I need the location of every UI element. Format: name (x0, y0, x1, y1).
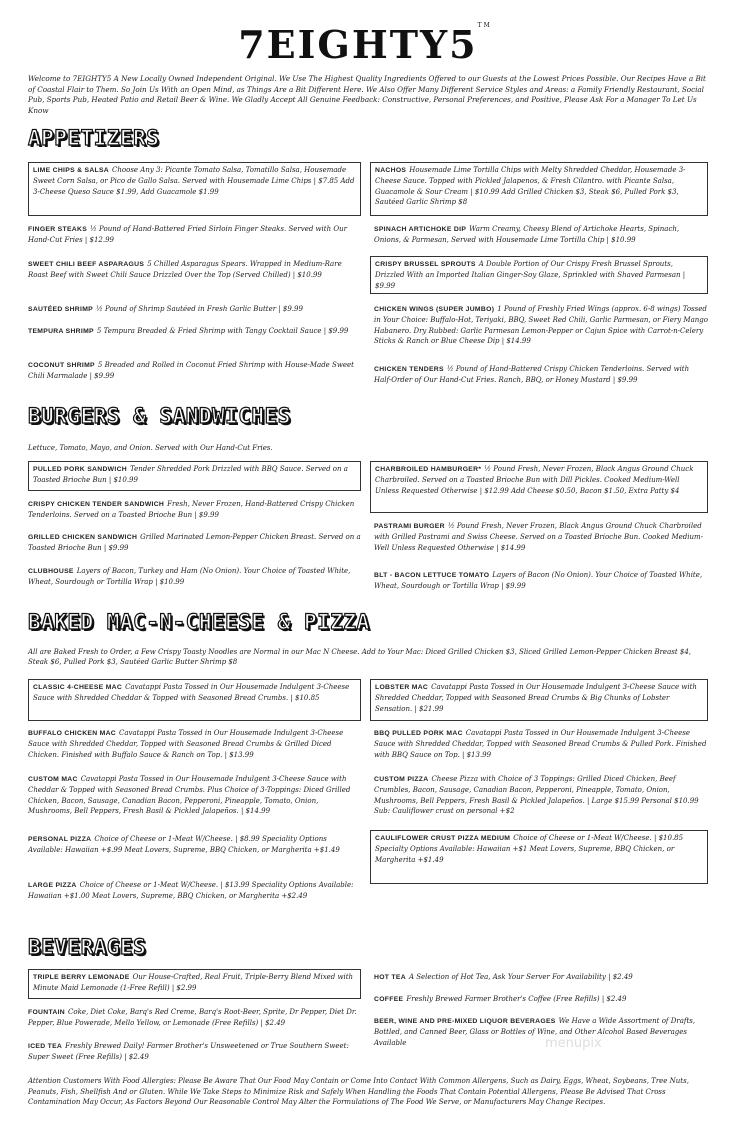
menu-item: COFFEE Freshly Brewed Farmer Brother's Coffee (Free Refills) | $2.49 (374, 995, 627, 1003)
menu-item: BBQ PULLED PORK MAC Cavatappi Pasta Tossed in Our Housemade Indulgent 3-Cheese Sauce with Shredded Cheddar, Topped with Seasoned Bread Crumbs & Pulled Pork. Finished with BBQ Sauce on Top. | $13.99 (374, 729, 707, 759)
restaurant-title: 7EIGHTY5™ (238, 22, 492, 67)
burgers-heading: BURGERS & SANDWICHES (28, 404, 291, 428)
menu-item: LOBSTER MAC Cavatappi Pasta Tossed in Our Housemade Indulgent 3-Cheese Sauce with Shredded Cheddar, Topped with Seasoned Bread Crumbs & Big Chunks of Lobster Sensation. | $21.99 (370, 679, 708, 721)
menu-item: SWEET CHILI BEEF ASPARAGUS 5 Chilled Asparagus Spears. Wrapped in Medium-Rare Roast Beef with Sweet Chili Sauce Drizzled Over the Top (Served Chilled) | $10.99 (28, 260, 342, 280)
menu-item: CUSTOM PIZZA Cheese Pizza with Choice of 3 Toppings: Grilled Diced Chicken, Beef Crumbles, Bacon, Sausage, Canadian Bacon, Pepperoni, Pineapple, Tomato, Onion, Mushrooms, Bell Peppers, Fresh Basil & Pickled Jalapeños. | Large $15.99 Personal $10.99 Sub: Cauliflower crust on personal +$2 (374, 775, 699, 815)
beverages-heading: BEVERAGES (28, 935, 147, 959)
menu-item: FINGER STEAKS ½ Pound of Hand-Battered Fried Sirloin Finger Steaks. Served with Our Hand-Cut Fries | $12.99 (28, 225, 347, 245)
mac-note: All are Baked Fresh to Order, a Few Crispy Toasty Noodles are Normal in our Mac N Cheese. Add to Your Mac: Diced Grilled Chicken $3, Sliced Grilled Lemon-Pepper Chicken Breast $4, Steak $6, Pulled Pork $3, Sautéed Garlic Butter Shrimp $8 (28, 648, 692, 666)
menu-item: CHICKEN WINGS (SUPER JUMBO) 1 Pound of Freshly Fried Wings (approx. 6-8 wings) Tossed in Your Choice: Buffalo-Hot, Teriyaki, BBQ, Sweet Red Chili, Garlic Parmesan, or Fiery Mango Habanero. Dry Rubbed: Garlic Parmesan Lemon-Pepper or Cajun Spice with Carrot-n-Celery Sticks & Ranch or Blue Cheese Dip | $14.99 (374, 305, 708, 345)
menu-item: FOUNTAIN Coke, Diet Coke, Barq's Red Creme, Barq's Root-Beer, Sprite, Dr Pepper, Diet Dr. Pepper, Blue Powerade, Mello Yellow, or Lemonade (Free Refills) | $2.49 (28, 1008, 357, 1028)
menu-item: LARGE PIZZA Choice of Cheese or 1-Meat W/Cheese. | $13.99 Speciality Options Available: Hawaiian +$1.00 Meat Lovers, Supreme, BBQ Chicken, or Margherita +$2.49 (28, 881, 354, 901)
watermark: menupix (545, 1036, 602, 1051)
menu-item: CRISPY BRUSSEL SPROUTS A Double Portion of Our Crispy Fresh Brussel Sprouts, Drizzled With an Imported Italian Ginger-Soy Glaze, Sprinkled with Shaved Parmesan | $9.99 (370, 256, 708, 294)
menu-item: SAUTÉED SHRIMP ½ Pound of Shrimp Sautéed in Fresh Garlic Butter | $9.99 (28, 305, 303, 313)
appetizers-heading: APPETIZERS (28, 126, 160, 150)
menu-item: BEER, WINE AND PRE-MIXED LIQUOR BEVERAGES We Have a Wide Assortment of Drafts, Bottled, and Canned Beer, Glass or Bottles of Wine, and Other Alcohol Based Beverages Available (374, 1017, 696, 1047)
intro-text: Welcome to 7EIGHTY5 A New Locally Owned Independent Original. We Use The Highest Quality Ingredients Offered to our Guests at the Lowest Prices Possible. Our Recipes Have a Bit of Coastal Flair to Them. So Join Us With an Open Mind, as Things Are a Bit Different Here. We Also Offer Many Different Service Styles and Areas: a Family Friendly Restaurant, Social Pub, Sports Pub, Heated Patio and Retail Beer & Wine. We Gladly Accept All Genuine Feedback: Constructive, Personal Preferences, and Positive, Please Ask For a Manager To Let Us Know (28, 74, 706, 115)
menu-item: CLUBHOUSE Layers of Bacon, Turkey and Ham (No Onion). Your Choice of Toasted White, Wheat, Sourdough or Tortilla Wrap | $10.99 (28, 567, 351, 587)
burgers-note: Lettuce, Tomato, Mayo, and Onion. Served with Our Hand-Cut Fries. (28, 444, 273, 452)
menu-item: CRISPY CHICKEN TENDER SANDWICH Fresh, Never Frozen, Hand-Battered Crispy Chicken Tenderloins. Served on a Toasted Brioche Bun | $9.99 (28, 500, 355, 520)
menu-item: PASTRAMI BURGER ½ Pound Fresh, Never Frozen, Black Angus Ground Chuck Charbroiled with Grilled Pastrami and Swiss Cheese. Served on a Toasted Brioche Bun. Cooked Medium-Well Unless Requested Otherwise | $14.99 (374, 522, 703, 552)
menu-item: COCONUT SHRIMP 5 Breaded and Rolled in Coconut Fried Shrimp with House-Made Sweet Chili Marmalade | $9.99 (28, 361, 354, 381)
menu-item: PULLED PORK SANDWICH Tender Shredded Pork Drizzled with BBQ Sauce. Served on a Toasted Brioche Bun | $10.99 (28, 461, 361, 491)
menu-item: CHICKEN TENDERS ½ Pound of Hand-Battered Crispy Chicken Tenderloins. Served with Half-Order of Our Hand-Cut Fries. Ranch, BBQ, or Honey Mustard | $9.99 (374, 365, 690, 385)
allergy-notice: Attention Customers With Food Allergies: Please Be Aware That Our Food May Contain or Come Into Contact With Common Allergens, Such as Dairy, Eggs, Wheat, Soybeans, Tree Nuts, Peanuts, Fish, Shellfish And or Gluten. While We Take Steps to Minimize Risk and Safely When Handling the Foods That Contain Potential Allergens, Please Be Advised That Cross Contamination May Occur, As Factors Beyond Our Reasonable Control May Alter the Formulations of The Food We Serve, or Manufacturers May Change Recipes. (28, 1077, 689, 1106)
menu-item: HOT TEA A Selection of Hot Tea, Ask Your Server For Availability | $2.49 (374, 973, 633, 981)
menu-item: CUSTOM MAC Cavatappi Pasta Tossed in Our Housemade Indulgent 3-Cheese Sauce with Cheddar & Topped with Seasoned Bread Crumbs. Plus Choice of 3-Toppings: Diced Grilled Chicken, Bacon, Sausage, Canadian Bacon, Pepperoni, Pineapple, Tomato, Onion, Mushrooms, Bell Peppers, Fresh Basil & Pickled Jalapeños. | $14.99 (28, 775, 351, 815)
menu-item: NACHOS Housemade Lime Tortilla Chips with Melty Shredded Cheddar, Housemade 3-Cheese Sauce. Topped with Pickled Jalapenos, & Fresh Cilantro. with Picante Salsa, Guacamole & Sour Cream | $10.99 Add Grilled Chicken $3, Steak $6, Pulled Pork $3, Sautéed Garlic Shrimp $8 (370, 162, 708, 216)
menu-item: CHARBROILED HAMBURGER* ½ Pound Fresh, Never Frozen, Black Angus Ground Chuck Charbroiled. Served on a Toasted Brioche Bun with Dill Pickles. Cooked Medium-Well Unless Requested Otherwise | $12.99 Add Cheese $0.50, Bacon $1.50, Extra Patty $4 (370, 461, 708, 513)
menu-item: TEMPURA SHRIMP 5 Tempura Breaded & Fried Shrimp with Tangy Cocktail Sauce | $9.99 (28, 327, 349, 335)
mac-heading: BAKED MAC-N-CHEESE & PIZZA (28, 610, 370, 634)
menu-item: SPINACH ARTICHOKE DIP Warm Creamy, Cheesy Blend of Artichoke Hearts, Spinach, Onions, & Parmesan, Served with Housemade Lime Tortilla Chip | $10.99 (374, 225, 680, 245)
menu-item: BUFFALO CHICKEN MAC Cavatappi Pasta Tossed in Our Housemade Indulgent 3-Cheese Sauce with Shredded Cheddar, Topped with Seasoned Bread Crumbs & Grilled Diced Chicken. Finished with Buffalo Sauce & Ranch on Top. | $13.99 (28, 729, 344, 759)
menu-item: ICED TEA Freshly Brewed Daily! Farmer Brother's Unsweetened or True Southern Sweet: Super Sweet (Free Refills) | $2.49 (28, 1042, 349, 1062)
menu-item: PERSONAL PIZZA Choice of Cheese or 1-Meat W/Cheese. | $8.99 Speciality Options Available: Hawaiian +$.99 Meat Lovers, Supreme, BBQ Chicken, or Margherita +$1.49 (28, 835, 340, 855)
menu-item: GRILLED CHICKEN SANDWICH Grilled Marinated Lemon-Pepper Chicken Breast. Served on a Toasted Brioche Bun | $9.99 (28, 533, 361, 553)
menu-item: LIME CHIPS & SALSA Choose Any 3: Picante Tomato Salsa, Tomatillo Salsa, Housemade Sweet Corn Salsa, or Pico de Gallo Salsa. Served with Housemade Lime Chips | $7.85 Add 3-Cheese Queso Sauce $1.99, Add Guacamole $1.99 (28, 162, 361, 216)
menu-item: CAULIFLOWER CRUST PIZZA MEDIUM Choice of Cheese or 1-Meat W/Cheese. | $10.85 Specialty Options Available: Hawaiian +$1 Meat Lovers, Supreme, BBQ Chicken, or Margherita +$1.49 (370, 830, 708, 884)
menu-item: BLT - BACON LETTUCE TOMATO Layers of Bacon (No Onion). Your Choice of Toasted White, Wheat, Sourdough or Tortilla Wrap | $9.99 (374, 571, 703, 591)
menu-item: TRIPLE BERRY LEMONADE Our House-Crafted, Real Fruit, Triple-Berry Blend Mixed with Minute Maid Lemonade (1-Free Refill) | $2.99 (28, 969, 361, 999)
menu-item: CLASSIC 4-CHEESE MAC Cavatappi Pasta Tossed in Our Housemade Indulgent 3-Cheese Sauce with Shredded Cheddar & Topped with Seasoned Bread Crumbs. | $10.85 (28, 679, 361, 721)
